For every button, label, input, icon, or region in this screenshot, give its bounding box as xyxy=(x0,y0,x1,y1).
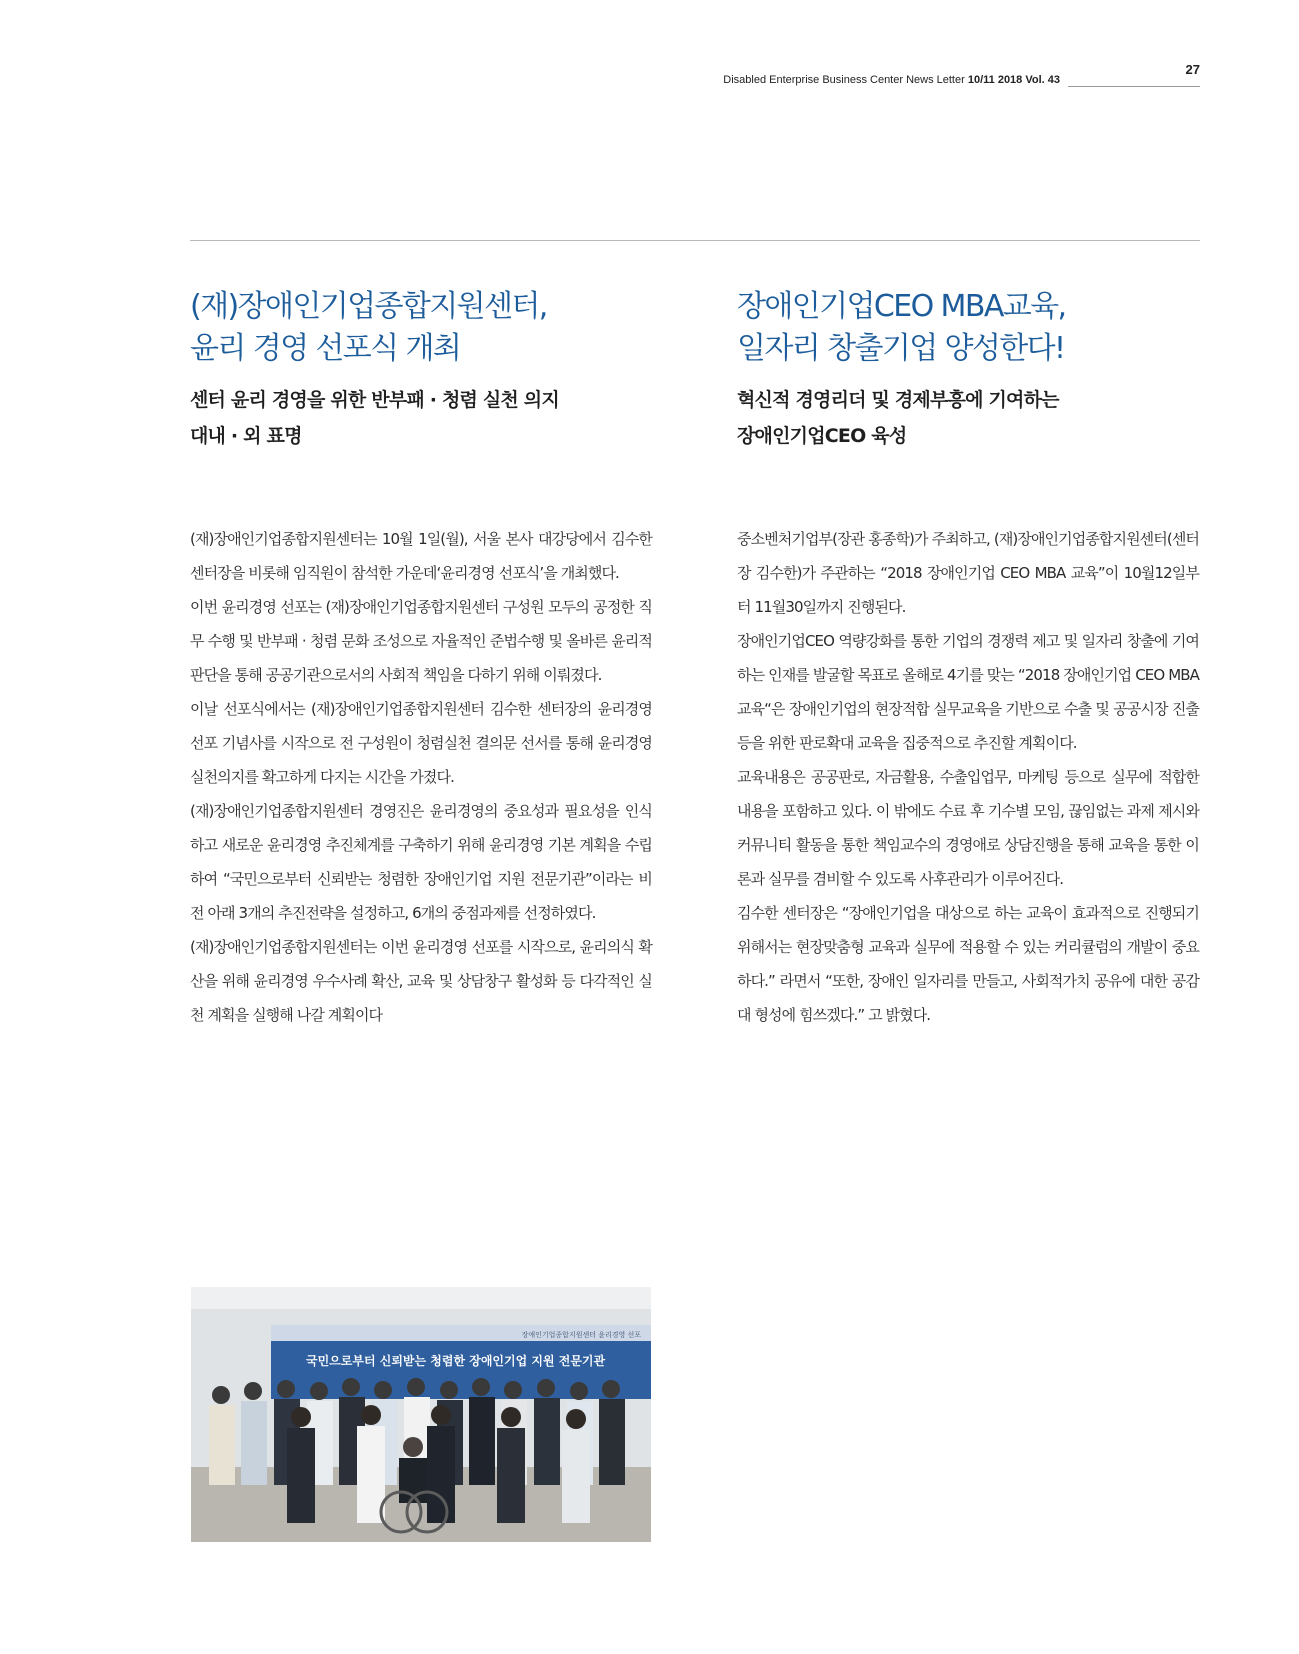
header-rule xyxy=(1068,86,1200,87)
right-headline-line2: 일자리 창출기업 양성한다! xyxy=(737,331,1065,366)
body-paragraph: 중소벤처기업부(장관 홍종학)가 주최하고, (재)장애인기업종합지원센터(센터장 김수한)가 주관하는 “2018 장애인기업 CEO MBA 교육”이 10월12일부터 11월30일까지 진행된다. xyxy=(737,530,1199,616)
body-paragraph: 이날 선포식에서는 (재)장애인기업종합지원센터 김수한 센터장의 윤리경영 선포 기념사를 시작으로 전 구성원이 청렴실천 결의문 선서를 통해 윤리경영 실천의지를 확고하게 다지는 시간을 가졌다. xyxy=(190,700,652,786)
left-subhead-line1: 센터 윤리 경영을 위한 반부패 · 청렴 실천 의지 xyxy=(190,389,559,411)
banner-small-text: 장애인기업종합지원센터 윤리경영 선포 xyxy=(521,1331,641,1339)
left-subhead-line2: 대내 · 외 표명 xyxy=(190,425,302,447)
group-photo-illustration xyxy=(191,1287,651,1542)
body-paragraph: (재)장애인기업종합지원센터 경영진은 윤리경영의 중요성과 필요성을 인식하고 새로운 윤리경영 추진체계를 구축하기 위해 윤리경영 기본 계획을 수립하여 “국민으로부터 신뢰받는 청렴한 장애인기업 지원 전문기관”이라는 비전 아래 3개의 추진전략을 설정하고, 6개의 중점과제를 선정하였다. xyxy=(190,802,652,922)
body-paragraph: (재)장애인기업종합지원센터는 이번 윤리경영 선포를 시작으로, 윤리의식 확산을 위해 윤리경영 우수사례 확산, 교육 및 상담창구 활성화 등 다각적인 실천 계획을 실행해 나갈 계획이다 xyxy=(190,938,652,1024)
left-article-body xyxy=(190,522,652,1032)
running-header xyxy=(660,74,1060,86)
right-subhead-line2: 장애인기업CEO 육성 xyxy=(737,425,907,447)
banner-text: 국민으로부터 신뢰받는 청렴한 장애인기업 지원 전문기관 xyxy=(306,1354,606,1368)
issue-label: 10/11 2018 Vol. 43 xyxy=(967,74,1060,86)
publication-title: Disabled Enterprise Business Center News Letter xyxy=(723,74,965,86)
body-paragraph: (재)장애인기업종합지원센터는 10월 1일(월), 서울 본사 대강당에서 김수한 센터장을 비롯해 임직원이 참석한 가운데‘윤리경영 선포식’을 개최했다. xyxy=(190,530,652,582)
left-subhead xyxy=(190,382,652,454)
left-headline-line2: 윤리 경영 선포식 개최 xyxy=(190,331,461,366)
left-article-heading xyxy=(190,286,652,454)
left-headline xyxy=(190,286,652,370)
right-headline xyxy=(737,286,1199,370)
right-subhead-line1: 혁신적 경영리더 및 경제부흥에 기여하는 xyxy=(737,389,1059,411)
right-subhead xyxy=(737,382,1199,454)
top-divider xyxy=(190,240,1200,241)
ceremony-group-photo xyxy=(191,1287,651,1542)
page-number: 27 xyxy=(1185,62,1200,77)
body-paragraph: 김수한 센터장은 “장애인기업을 대상으로 하는 교육이 효과적으로 진행되기 위해서는 현장맞춤형 교육과 실무에 적용할 수 있는 커리큘럼의 개발이 중요하다.” 라면서 “또한, 장애인 일자리를 만들고, 사회적가치 공유에 대한 공감대 형성에 힘쓰겠다.” 고 밝혔다. xyxy=(737,904,1199,1024)
right-headline-line1: 장애인기업CEO MBA교육, xyxy=(737,289,1066,324)
left-headline-line1: (재)장애인기업종합지원센터, xyxy=(190,289,547,324)
body-paragraph: 장애인기업CEO 역량강화를 통한 기업의 경쟁력 제고 및 일자리 창출에 기여하는 인재를 발굴할 목표로 올해로 4기를 맞는 “2018 장애인기업 CEO MBA 교육“은 장애인기업의 현장적합 실무교육을 기반으로 수출 및 공공시장 진출 등을 위한 판로확대 교육을 집중적으로 추진할 계획이다. xyxy=(737,632,1199,752)
body-paragraph: 교육내용은 공공판로, 자금활용, 수출입업무, 마케팅 등으로 실무에 적합한 내용을 포함하고 있다. 이 밖에도 수료 후 기수별 모임, 끊임없는 과제 제시와 커뮤니티 활동을 통한 책임교수의 경영애로 상담진행을 통해 교육을 통한 이론과 실무를 겸비할 수 있도록 사후관리가 이루어진다. xyxy=(737,768,1199,888)
right-article-body xyxy=(737,522,1199,1032)
ceiling xyxy=(191,1287,651,1309)
right-article-heading xyxy=(737,286,1199,454)
body-paragraph: 이번 윤리경영 선포는 (재)장애인기업종합지원센터 구성원 모두의 공정한 직무 수행 및 반부패 · 청렴 문화 조성으로 자율적인 준법수행 및 올바른 윤리적 판단을 통해 공공기관으로서의 사회적 책임을 다하기 위해 이뤄졌다. xyxy=(190,598,652,684)
